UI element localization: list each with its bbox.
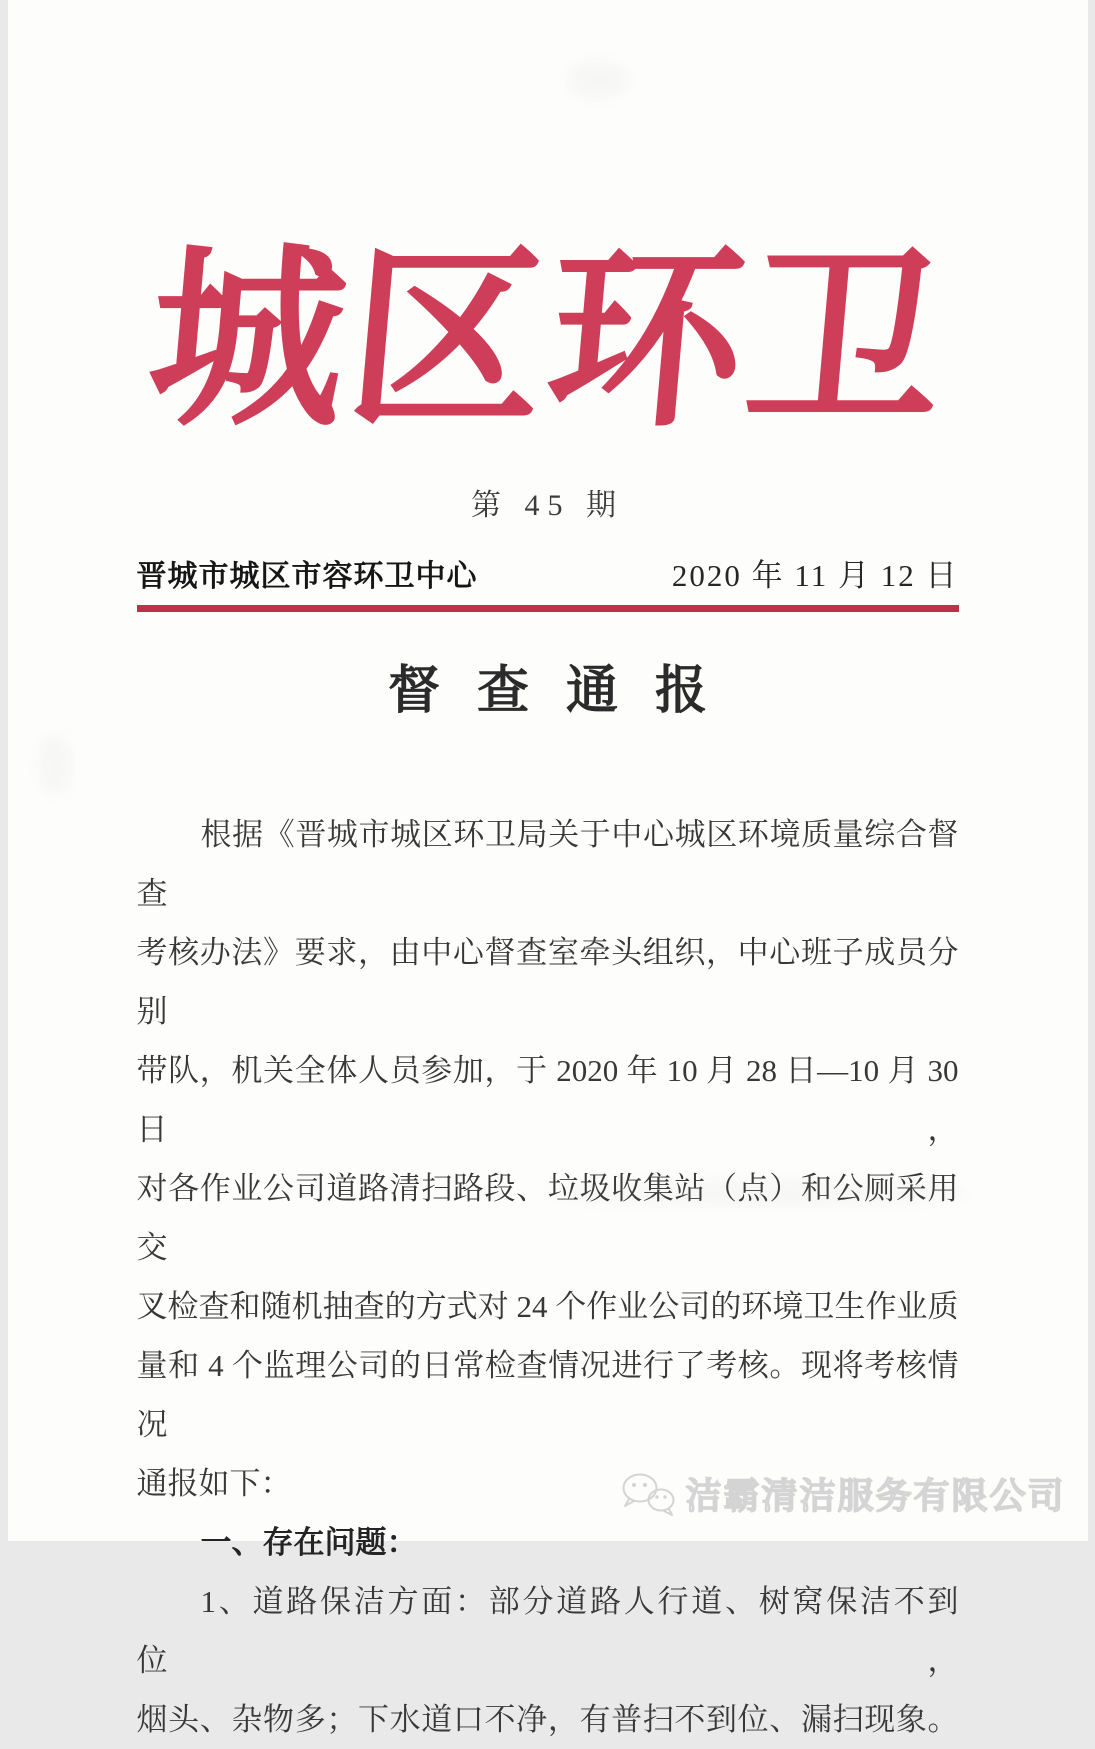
scanned-bulletin-page: [8, 0, 1088, 1737]
document-title: 督 查 通 报: [387, 663, 719, 720]
publisher-name: 晋城市城区市容环卫中心: [136, 560, 478, 593]
scan-smudge: [568, 60, 628, 100]
body-line: 考核办法》要求，由中心督查室牵头组织，中心班子成员分别: [136, 935, 959, 1029]
scan-smudge: [548, 1180, 968, 1206]
body-line: 根据《晋城市城区环卫局关于中心城区环境质量综合督查: [136, 817, 959, 911]
publisher-row: [137, 556, 959, 597]
wechat-icon: [619, 1471, 677, 1517]
issue-number: 第 45 期: [471, 489, 624, 522]
body-line: 通报如下：: [136, 1466, 292, 1501]
watermark: [619, 1468, 1065, 1519]
body-line: 对各作业公司道路清扫路段、垃圾收集站（点）和公厕采用交: [136, 1171, 959, 1265]
body-line: 带队，机关全体人员参加，于 2020 年 10 月 28 日—10 月 30 日，: [136, 1053, 959, 1147]
document-body: [137, 805, 959, 1749]
watermark-company: 洁霸清洁服务有限公司: [685, 1475, 1066, 1516]
publish-date: 2020 年 11 月 12 日: [671, 558, 959, 593]
body-line: 叉检查和随机抽查的方式对 24 个作业公司的环境卫生作业质: [136, 1289, 959, 1324]
body-line: 量和 4 个监理公司的日常检查情况进行了考核。现将考核情况: [136, 1348, 959, 1442]
masthead-title: 城区环卫: [140, 234, 955, 450]
scan-smudge: [38, 735, 72, 795]
section-heading: 一、存在问题：: [200, 1525, 418, 1560]
red-divider-rule: [137, 605, 959, 612]
body-line: 烟头、杂物多；下水道口不净，有普扫不到位、漏扫现象。: [136, 1702, 959, 1737]
body-line: 1、道路保洁方面：部分道路人行道、树窝保洁不到位，: [136, 1584, 959, 1678]
